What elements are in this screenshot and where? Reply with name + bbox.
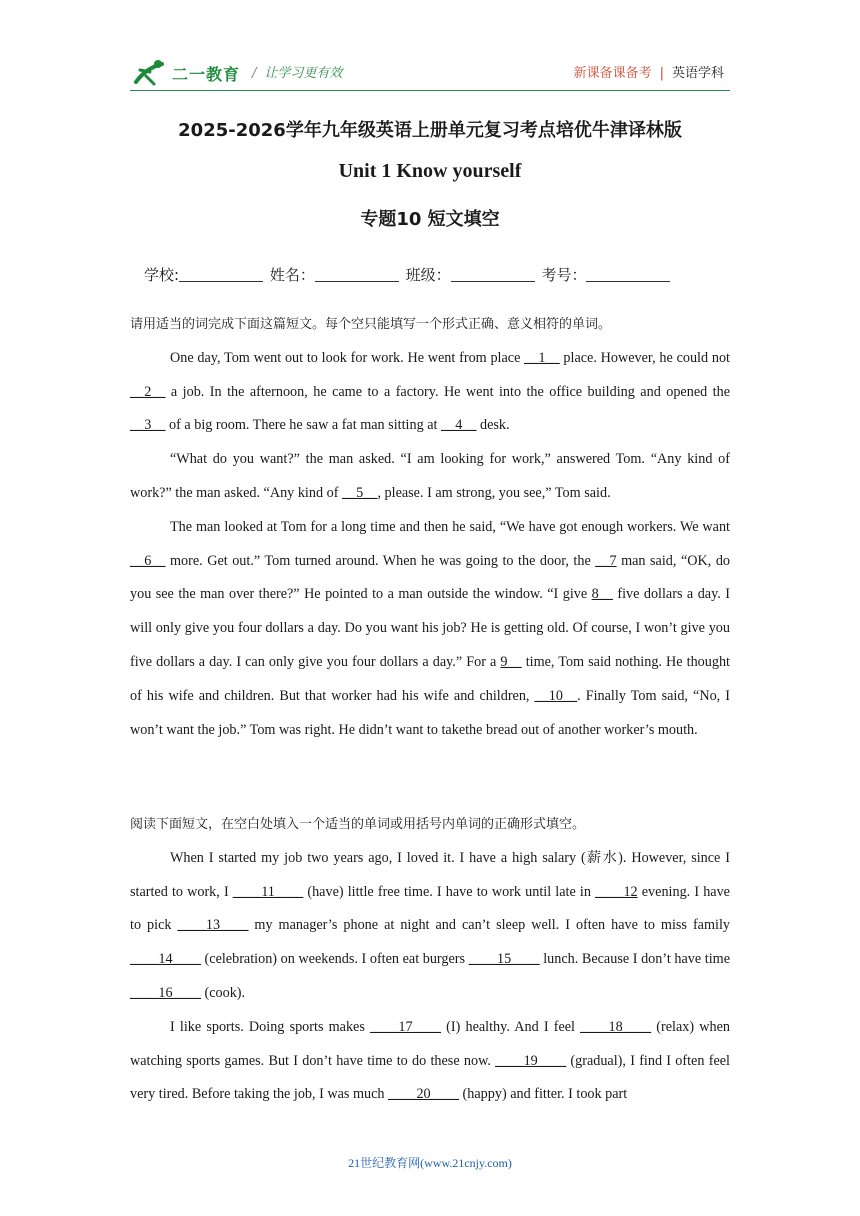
header-subject xyxy=(574,62,724,81)
blank-8[interactable]: 8__ xyxy=(591,586,613,603)
blank-16[interactable]: ____16____ xyxy=(130,984,201,1001)
text-segment: The man looked at Tom for a long time and then he said, “We have got enough workers. We want xyxy=(170,518,730,535)
name-label: 姓名： xyxy=(269,266,315,284)
text-segment: I like sports. Doing sports makes xyxy=(170,1018,371,1035)
text-segment: (relax) when watching sports games. But I don’t have time to do these now. xyxy=(130,1018,730,1069)
passage-1-paragraph-2 xyxy=(130,443,730,511)
text-segment: man said, “OK, do you see the man over there?” He pointed to a man outside the window. “I give xyxy=(130,552,731,603)
text-segment: place. However, he could not xyxy=(559,349,730,366)
page-footer: 21世纪教育网(www.21cnjy.com) xyxy=(348,1156,512,1170)
text-segment: (gradual), I find I often feel very tired. Before taking the job, I was much xyxy=(130,1052,730,1103)
passage-1-paragraph-3 xyxy=(130,511,730,748)
text-segment: a job. In the afternoon, he came to a factory. He went into the office building and opened the xyxy=(165,383,730,400)
text-segment: time, Tom said nothing. He thought of his wife and children. But that worker had his wife and children, xyxy=(130,653,730,704)
name-field[interactable] xyxy=(315,267,399,282)
text-segment: of a big room. There he saw a fat man sitting at xyxy=(165,417,441,434)
header-separator: | xyxy=(659,66,664,81)
text-segment: When I started my job two years ago, I loved it. I have a high salary (薪水). However, since I started to work, I xyxy=(130,849,730,900)
header-divider xyxy=(130,90,730,91)
text-segment: (cook). xyxy=(200,984,246,1001)
text-segment: five dollars a day. I will only give you four dollars a day. Do you want his job? He is getting old. Of course, I won’t give you five dollars a day. I can only give you four dollars a day.” For a xyxy=(130,586,730,670)
text-segment: , please. I am strong, you see,” Tom said. xyxy=(377,484,611,501)
logo xyxy=(132,58,242,88)
page-header xyxy=(130,52,730,92)
passage-2-instruction: 阅读下面短文，在空白处填入一个适当的单词或用括号内单词的正确形式填空。 xyxy=(130,817,586,832)
text-segment: One day, Tom went out to look for work. He went from place xyxy=(170,349,525,366)
blank-11[interactable]: ____11____ xyxy=(232,883,304,900)
text-segment: (I) healthy. And I feel xyxy=(440,1018,581,1035)
blank-7[interactable]: __7 xyxy=(595,552,617,569)
blank-2[interactable]: __2__ xyxy=(130,383,166,400)
passage-2 xyxy=(130,808,730,1112)
blank-10[interactable]: __10__ xyxy=(534,687,578,704)
text-segment: (celebration) on weekends. I often eat burgers xyxy=(200,951,469,968)
passage-1-instruction: 请用适当的词完成下面这篇短文。每个空只能填写一个形式正确、意义相符的单词。 xyxy=(130,317,612,332)
class-field[interactable] xyxy=(451,267,535,282)
header-subject-name: 英语学科 xyxy=(671,66,724,81)
school-field[interactable] xyxy=(179,267,263,282)
slogan: / 让学习更有效 xyxy=(252,66,343,81)
blank-12[interactable]: ____12 xyxy=(595,883,638,900)
blank-6[interactable]: __6__ xyxy=(130,552,166,569)
text-segment: lunch. Because I don’t have time xyxy=(539,951,730,968)
blank-1[interactable]: __1__ xyxy=(524,349,560,366)
exam-number-field[interactable] xyxy=(586,267,670,282)
blank-14[interactable]: ____14____ xyxy=(130,951,201,968)
header-tagline: 新课备课备考 xyxy=(573,66,652,81)
page-title: 2025-2026学年九年级英语上册单元复习考点培优牛津译林版 xyxy=(178,120,682,141)
blank-3[interactable]: __3__ xyxy=(130,417,166,434)
slogan-text: 让学习更有效 xyxy=(264,66,343,81)
passage-1 xyxy=(130,308,730,747)
text-segment: more. Get out.” Tom turned around. When he was going to the door, the xyxy=(165,552,596,569)
blank-9[interactable]: 9__ xyxy=(500,653,522,670)
runner-logo-icon xyxy=(132,58,172,88)
topic-title: 专题10 短文填空 xyxy=(360,209,500,230)
blank-19[interactable]: ____19____ xyxy=(495,1052,567,1069)
unit-title: Unit 1 Know yourself xyxy=(338,160,522,182)
blank-4[interactable]: __4__ xyxy=(441,417,477,434)
text-segment: my manager’s phone at night and can’t sleep well. I often have to miss family xyxy=(248,917,730,934)
blank-17[interactable]: ____17____ xyxy=(370,1018,441,1035)
text-segment: . Finally Tom said, “No, I won’t want the job.” Tom was right. He didn’t want to takethe bread out of another worker’s mouth. xyxy=(130,687,730,738)
text-segment: (happy) and fitter. I took part xyxy=(459,1086,628,1103)
blank-18[interactable]: ____18____ xyxy=(580,1018,652,1035)
exam-number-label: 考号： xyxy=(541,266,587,284)
blank-15[interactable]: ____15____ xyxy=(468,951,540,968)
text-segment: (have) little free time. I have to work until late in xyxy=(303,883,596,900)
school-label: 学校: xyxy=(144,266,180,284)
passage-1-paragraph-1 xyxy=(130,342,730,443)
student-info-line xyxy=(144,264,672,285)
text-segment: “What do you want?” the man asked. “I am looking for work,” answered Tom. “Any kind of work?” the man asked. “Any kind of xyxy=(130,451,730,501)
text-segment: evening. I have to pick xyxy=(130,883,730,934)
logo-text: 二一教育 xyxy=(172,65,241,84)
blank-20[interactable]: ____20____ xyxy=(388,1086,459,1103)
text-segment: desk. xyxy=(476,417,510,434)
passage-2-paragraph-2 xyxy=(130,1011,730,1112)
blank-5[interactable]: __5__ xyxy=(341,484,378,501)
blank-13[interactable]: ____13____ xyxy=(177,917,249,934)
passage-2-paragraph-1 xyxy=(130,842,730,1011)
class-label: 班级： xyxy=(405,266,451,284)
